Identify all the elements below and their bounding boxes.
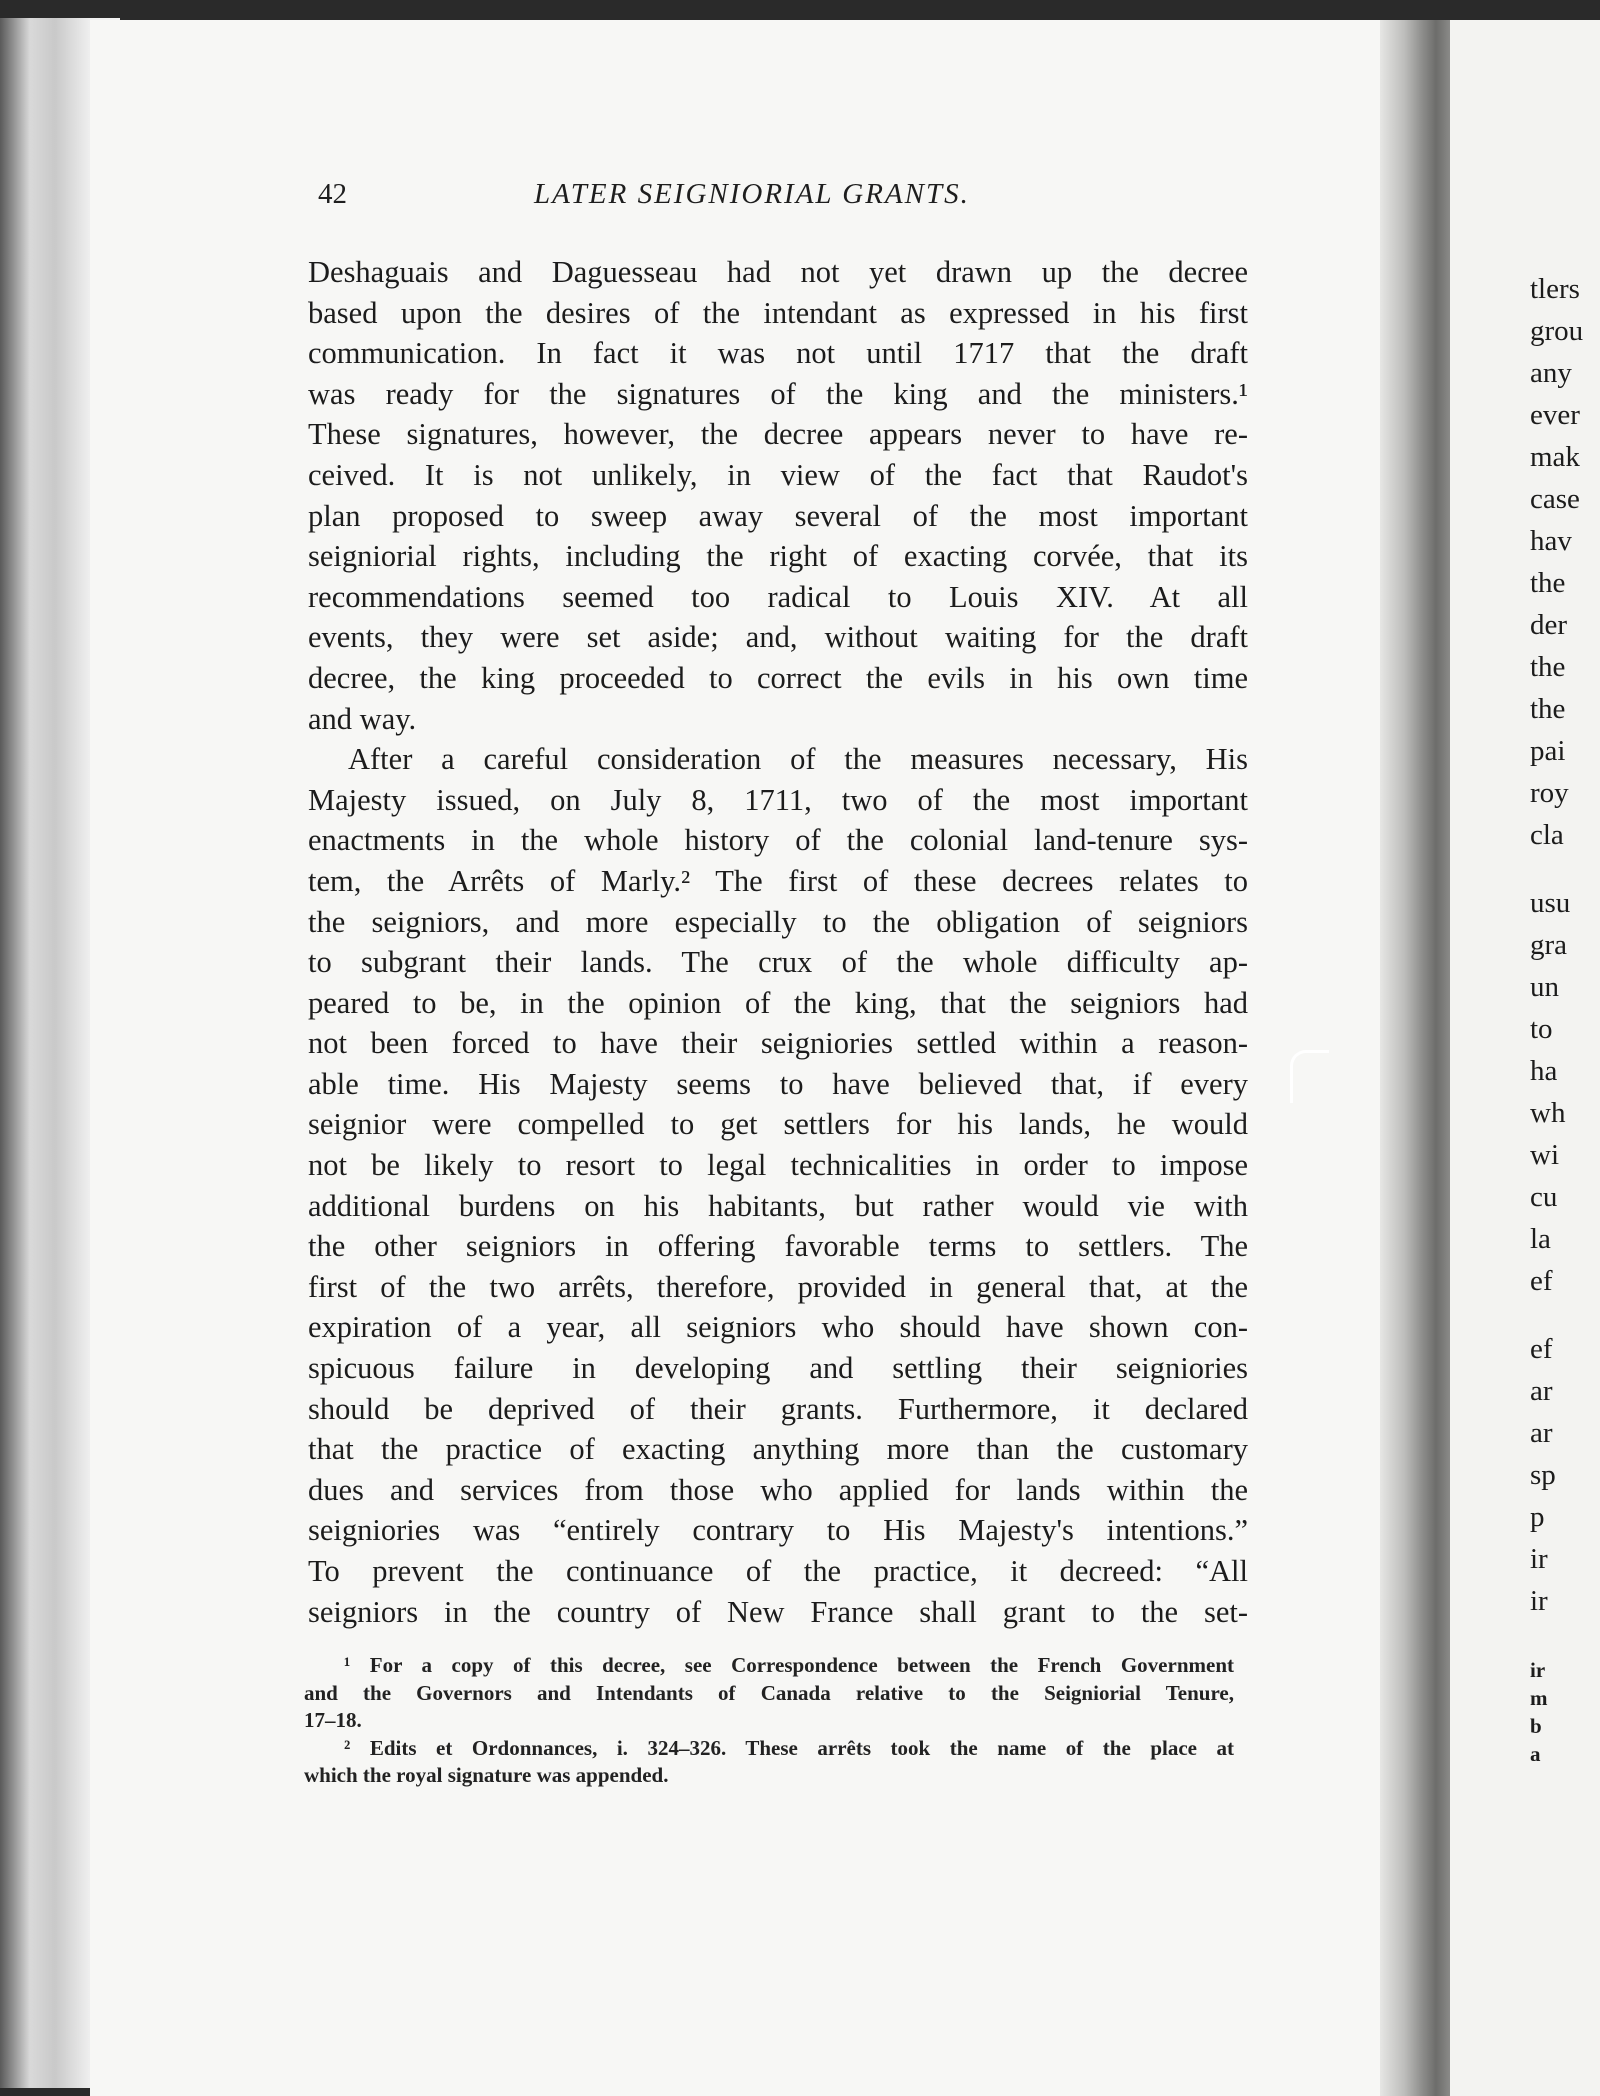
facing-line: la — [1530, 1223, 1551, 1255]
facing-line: case — [1530, 483, 1580, 515]
facing-line: wi — [1530, 1139, 1559, 1171]
text-line: Majesty issued, on July 8, 1711, two of the most important — [308, 782, 1248, 817]
text-line: not be likely to resort to legal technicalities in order to impose — [308, 1148, 1248, 1183]
text-line: seignior were compelled to get settlers for his lands, he would — [308, 1107, 1248, 1142]
facing-line: any — [1530, 357, 1572, 389]
text-line: based upon the desires of the intendant as expressed in his first — [308, 295, 1248, 330]
facing-line: ir — [1530, 1585, 1548, 1617]
facing-line: ar — [1530, 1375, 1553, 1407]
running-head: LATER SEIGNIORIAL GRANTS. — [534, 178, 970, 210]
text-line: After a careful consideration of the measures necessary, His — [348, 742, 1248, 777]
text-line: and way. — [308, 701, 417, 736]
text-line: events, they were set aside; and, without waiting for the draft — [308, 620, 1248, 655]
text-line: enactments in the whole history of the colonial land-tenure sys- — [308, 823, 1248, 858]
body-text — [308, 252, 1248, 1632]
text-line: additional burdens on his habitants, but rather would vie with — [308, 1188, 1248, 1223]
footnote-line: ² Edits et Ordonnances, i. 324–326. These arrêts took the name of the place at — [344, 1735, 1234, 1760]
page-number: 42 — [318, 178, 347, 210]
footnotes — [304, 1652, 1234, 1790]
facing-line: mak — [1530, 441, 1580, 473]
facing-line: sp — [1530, 1459, 1556, 1491]
facing-line: gra — [1530, 929, 1568, 961]
text-line: plan proposed to sweep away several of the most important — [308, 498, 1248, 533]
facing-page-text — [1530, 268, 1600, 1768]
facing-line: the — [1530, 567, 1566, 599]
page-header — [318, 178, 1248, 222]
text-line: communication. In fact it was not until 1717 that the draft — [308, 336, 1248, 371]
facing-line: hav — [1530, 525, 1572, 557]
text-line: decree, the king proceeded to correct the evils in his own time — [308, 660, 1248, 695]
facing-line: b — [1530, 1714, 1542, 1738]
facing-line: m — [1530, 1686, 1548, 1710]
facing-line: ir — [1530, 1543, 1548, 1575]
facing-line: wh — [1530, 1097, 1566, 1129]
text-line: seigniorial rights, including the right of exacting corvée, that its — [308, 539, 1248, 574]
facing-line: ha — [1530, 1055, 1558, 1087]
facing-line: tlers — [1530, 273, 1580, 305]
scan-artifact — [1290, 1050, 1329, 1103]
facing-line: roy — [1530, 777, 1569, 809]
facing-line: usu — [1530, 887, 1571, 919]
text-line: able time. His Majesty seems to have believed that, if every — [308, 1066, 1248, 1101]
text-line: These signatures, however, the decree appears never to have re- — [308, 417, 1248, 452]
footnote-line: 17–18. — [304, 1708, 362, 1732]
text-line: to subgrant their lands. The crux of the whole difficulty ap- — [308, 945, 1248, 980]
footnote-line: ¹ For a copy of this decree, see Correspondence between the French Government — [344, 1653, 1234, 1677]
facing-line: grou — [1530, 315, 1584, 347]
text-line: first of the two arrêts, therefore, provided in general that, at the — [308, 1269, 1248, 1304]
text-line: tem, the Arrêts of Marly.² The first of these decrees relates to — [308, 863, 1248, 898]
text-line: peared to be, in the opinion of the king, that the seigniors had — [308, 985, 1248, 1020]
text-line: was ready for the signatures of the king and the ministers.¹ — [308, 376, 1248, 411]
text-line: Deshaguais and Daguesseau had not yet drawn up the decree — [308, 255, 1248, 289]
text-line: seigniors in the country of New France shall grant to the set- — [308, 1594, 1248, 1629]
facing-line: cu — [1530, 1181, 1558, 1213]
facing-line: ef — [1530, 1265, 1553, 1297]
facing-line: ir — [1530, 1658, 1546, 1682]
text-line: the other seigniors in offering favorable terms to settlers. The — [308, 1229, 1248, 1264]
text-line: should be deprived of their grants. Furthermore, it declared — [308, 1391, 1248, 1426]
footnote-line: and the Governors and Intendants of Canada relative to the Seigniorial Tenure, — [304, 1680, 1234, 1705]
text-line: ceived. It is not unlikely, in view of the fact that Raudot's — [308, 457, 1248, 492]
text-line: that the practice of exacting anything more than the customary — [308, 1432, 1248, 1467]
facing-line: cla — [1530, 819, 1564, 851]
text-line: recommendations seemed too radical to Louis XIV. At all — [308, 579, 1248, 614]
facing-line: pai — [1530, 735, 1566, 767]
facing-line: the — [1530, 693, 1566, 725]
facing-line: p — [1530, 1501, 1545, 1533]
text-line: To prevent the continuance of the practice, it decreed: “All — [308, 1554, 1248, 1588]
facing-line: a — [1530, 1742, 1541, 1766]
facing-line: der — [1530, 609, 1568, 641]
text-line: dues and services from those who applied for lands within the — [308, 1472, 1248, 1507]
facing-line: to — [1530, 1013, 1553, 1045]
text-line: not been forced to have their seigniories settled within a reason- — [308, 1026, 1248, 1061]
facing-line: ever — [1530, 399, 1580, 431]
facing-line: ef — [1530, 1333, 1553, 1365]
facing-line: un — [1530, 971, 1559, 1003]
book-gutter — [1380, 20, 1450, 2096]
footnote-line: which the royal signature was appended. — [304, 1763, 669, 1787]
text-line: spicuous failure in developing and settling their seigniories — [308, 1351, 1248, 1386]
facing-line: the — [1530, 651, 1566, 683]
facing-line: ar — [1530, 1417, 1553, 1449]
text-line: seigniories was “entirely contrary to His Majesty's intentions.” — [308, 1513, 1248, 1548]
text-line: expiration of a year, all seigniors who should have shown con- — [308, 1310, 1248, 1345]
text-line: the seigniors, and more especially to the obligation of seigniors — [308, 904, 1248, 939]
